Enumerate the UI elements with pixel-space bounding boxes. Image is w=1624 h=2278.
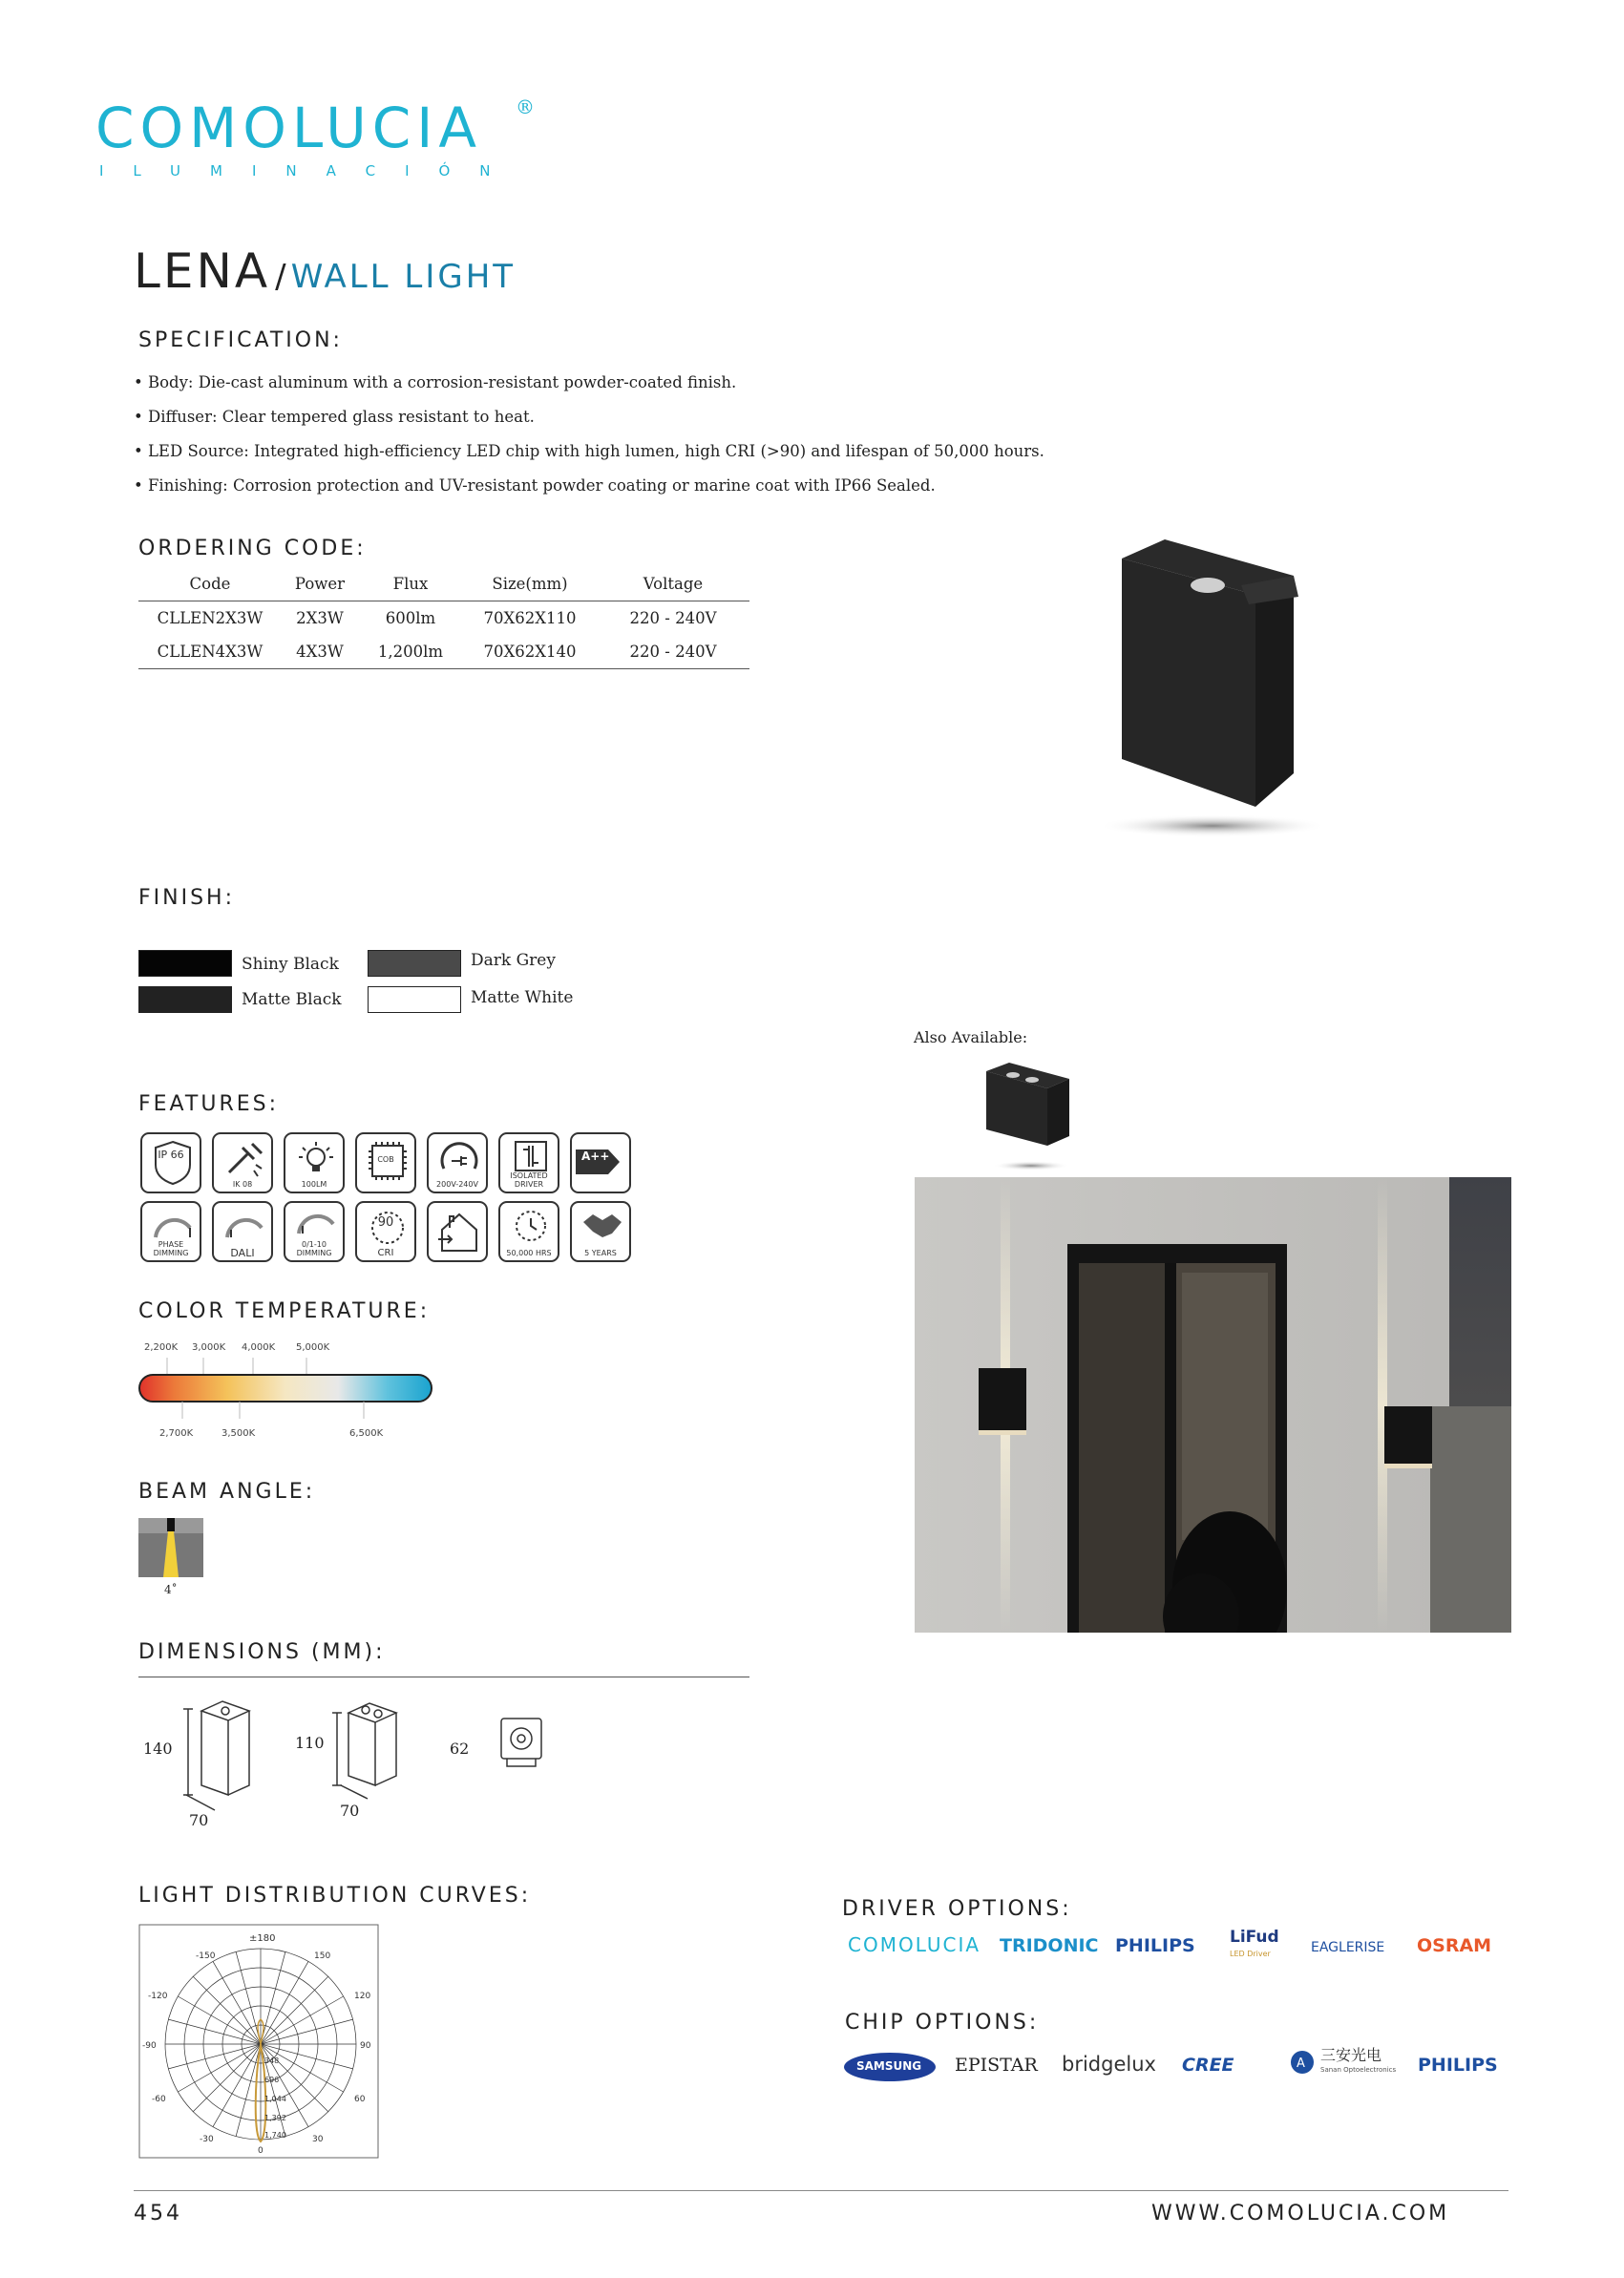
table-row — [138, 635, 749, 669]
lumen-icon — [284, 1132, 345, 1193]
cri-icon — [355, 1201, 416, 1262]
dimension-drawings — [177, 1699, 559, 1814]
column-header: Size(mm) — [463, 568, 597, 601]
energy-class-text: A++ — [581, 1150, 610, 1163]
polar-angle-label: -120 — [148, 1992, 168, 2001]
finish-heading: FINISH: — [138, 886, 236, 910]
title-separator: / — [275, 258, 286, 296]
swatch-label: Dark Grey — [471, 951, 556, 970]
column-header: Power — [282, 568, 358, 601]
polar-angle-label: -30 — [200, 2135, 214, 2144]
indoor-icon — [427, 1201, 488, 1262]
voltage-icon — [427, 1132, 488, 1193]
table-row — [138, 601, 749, 636]
color-temperature-heading: COLOR TEMPERATURE: — [138, 1299, 431, 1323]
ordering-table — [138, 568, 749, 669]
svg-text:A: A — [1297, 2057, 1305, 2071]
logo-tridonic: TRIDONIC — [1000, 1935, 1099, 1956]
table-cell: 70X62X110 — [483, 609, 577, 627]
dimming-0-10-icon — [284, 1201, 345, 1262]
lifespan-icon — [498, 1201, 559, 1262]
polar-angle-label: ±180 — [249, 1933, 276, 1944]
polar-angle-label: 120 — [354, 1992, 371, 2001]
swatch-shiny-black — [138, 950, 232, 977]
dimension-width-2: 70 — [340, 1802, 360, 1820]
table-cell: 2X3W — [296, 609, 344, 627]
table-cell: CLLEN2X3W — [157, 609, 264, 627]
logo-bridgelux: bridgelux — [1062, 2053, 1156, 2076]
ip66-text: IP 66 — [158, 1149, 184, 1161]
color-temperature-bar — [138, 1356, 434, 1428]
polar-radial-label: 696 — [264, 2076, 280, 2084]
product-image — [1088, 530, 1337, 845]
voltage-label: 200V-240V — [436, 1180, 478, 1189]
ct-label: 2,700K — [159, 1428, 194, 1439]
lumen-label: 100LM — [301, 1180, 327, 1189]
logo-philips-chip: PHILIPS — [1418, 2055, 1498, 2076]
footer-divider — [134, 2190, 1508, 2191]
polar-angle-label: -150 — [196, 1951, 216, 1961]
installation-photo — [915, 1177, 1511, 1633]
ct-label: 4,000K — [242, 1342, 276, 1353]
swatch-label: Shiny Black — [242, 955, 339, 974]
beam-angle-value: 4˚ — [164, 1583, 178, 1596]
isolated-driver-icon — [498, 1132, 559, 1193]
table-cell: 600lm — [385, 609, 436, 627]
table-cell: 1,200lm — [358, 635, 463, 669]
chip-options-heading: CHIP OPTIONS: — [845, 2011, 1040, 2035]
page-number: 454 — [134, 2202, 182, 2225]
page-title — [134, 243, 516, 299]
beam-angle-heading: BEAM ANGLE: — [138, 1480, 316, 1504]
polar-radial-label: 1,044 — [264, 2095, 286, 2103]
logo-samsung: SAMSUNG — [856, 2059, 922, 2073]
polar-angle-label: 60 — [354, 2095, 366, 2104]
dimension-height-2: 110 — [295, 1734, 325, 1752]
dimension-depth: 62 — [450, 1740, 470, 1758]
cob-icon — [355, 1132, 416, 1193]
product-type: WALL LIGHT — [290, 258, 517, 296]
spec-bullet: • Body: Die-cast aluminum with a corrosion-resistant powder-coated finish. — [134, 373, 737, 391]
website-link[interactable]: WWW.COMOLUCIA.COM — [1151, 2202, 1450, 2225]
brand-name: COMOLUCIA — [95, 95, 483, 160]
table-cell: 4X3W — [282, 635, 358, 669]
beam-angle-icon — [138, 1518, 205, 1579]
ik08-label: IK 08 — [232, 1180, 253, 1189]
driver-options-heading: DRIVER OPTIONS: — [842, 1897, 1072, 1921]
ct-label: 6,500K — [349, 1428, 384, 1439]
logo-sanan-sub: Sanan Optoelectronics — [1320, 2066, 1397, 2074]
ct-label: 3,000K — [192, 1342, 226, 1353]
also-available-label: Also Available: — [914, 1028, 1028, 1046]
spec-bullet: • LED Source: Integrated high-efficiency LED chip with high lumen, high CRI (>90) and lifespan of 50,000 hours. — [134, 442, 1044, 460]
specification-heading: SPECIFICATION: — [138, 328, 343, 352]
polar-radial-label: 1,740 — [264, 2131, 286, 2140]
isolated-driver-label: ISOLATED DRIVER — [510, 1171, 548, 1189]
logo-comolucia: COMOLUCIA — [848, 1933, 981, 1956]
cri-value: 90 — [377, 1215, 394, 1230]
swatch-dark-grey — [368, 950, 461, 977]
swatch-matte-black — [138, 986, 232, 1013]
energy-class-icon — [570, 1132, 631, 1193]
dimensions-heading: DIMENSIONS (MM): — [138, 1640, 386, 1664]
polar-angle-label: 30 — [312, 2135, 324, 2144]
logo-eaglerise: EAGLERISE — [1311, 1940, 1385, 1955]
polar-angle-label: -60 — [152, 2095, 166, 2104]
dimension-width-1: 70 — [189, 1811, 209, 1829]
brand-tagline: ILUMINACIÓN — [99, 162, 520, 179]
warranty-label: 5 YEARS — [584, 1249, 617, 1257]
phase-dimming-icon — [140, 1201, 201, 1262]
ct-label: 2,200K — [144, 1342, 179, 1353]
logo-lifud: LiFud — [1230, 1928, 1279, 1947]
ordering-heading: ORDERING CODE: — [138, 537, 367, 560]
cri-label: CRI — [377, 1248, 394, 1258]
phase-dimming-label: PHASE DIMMING — [153, 1240, 189, 1257]
features-heading: FEATURES: — [138, 1092, 280, 1116]
logo-osram: OSRAM — [1417, 1935, 1492, 1956]
light-distribution-heading: LIGHT DISTRIBUTION CURVES: — [138, 1884, 532, 1908]
warranty-icon — [570, 1201, 631, 1262]
logo-lifud-sub: LED Driver — [1230, 1950, 1271, 1958]
polar-angle-label: -90 — [142, 2041, 157, 2051]
table-cell: 220 - 240V — [629, 609, 717, 627]
spec-bullet: • Diffuser: Clear tempered glass resistant to heat. — [134, 408, 535, 426]
polar-angle-label: 0 — [258, 2146, 264, 2156]
spec-bullet: • Finishing: Corrosion protection and UV-resistant powder coating or marine coat with IP66 Sealed. — [134, 476, 936, 495]
swatch-label: Matte Black — [242, 990, 342, 1009]
polar-radial-label: 1,392 — [264, 2114, 286, 2122]
swatch-label: Matte White — [471, 988, 574, 1007]
logo-cree: CREE — [1182, 2055, 1234, 2076]
registered-mark: ® — [516, 95, 535, 118]
table-header-row — [138, 568, 749, 601]
dimension-height-1: 140 — [143, 1740, 173, 1758]
logo-philips: PHILIPS — [1115, 1935, 1195, 1956]
column-header: Voltage — [597, 568, 749, 601]
ct-label: 3,500K — [221, 1428, 256, 1439]
dali-icon — [212, 1201, 273, 1262]
product-name: LENA — [134, 243, 271, 299]
swatch-matte-white — [368, 986, 461, 1013]
polar-angle-label: 90 — [360, 2041, 371, 2051]
ip66-icon — [140, 1132, 201, 1193]
dali-label: DALI — [230, 1247, 255, 1259]
table-cell: CLLEN4X3W — [138, 635, 282, 669]
brand-logo — [95, 95, 535, 191]
dimming-0-10-label: 0/1-10 DIMMING — [296, 1240, 332, 1257]
ct-label: 5,000K — [296, 1342, 330, 1353]
column-header: Flux — [358, 568, 463, 601]
ik08-icon — [212, 1132, 273, 1193]
polar-angle-label: 150 — [314, 1951, 331, 1961]
polar-diagram — [138, 1924, 379, 2159]
logo-epistar: EPISTAR — [955, 2055, 1038, 2076]
table-cell: 220 - 240V — [597, 635, 749, 669]
alt-product-image — [979, 1058, 1084, 1172]
column-header: Code — [138, 568, 282, 601]
cob-text: COB — [377, 1155, 394, 1164]
polar-radial-label: 348 — [264, 2057, 280, 2065]
table-cell: 70X62X140 — [463, 635, 597, 669]
logo-sanan-mark — [1289, 2046, 1318, 2078]
lifespan-label: 50,000 HRS — [506, 1249, 552, 1257]
logo-sanan: 三安光电 — [1320, 2046, 1382, 2064]
